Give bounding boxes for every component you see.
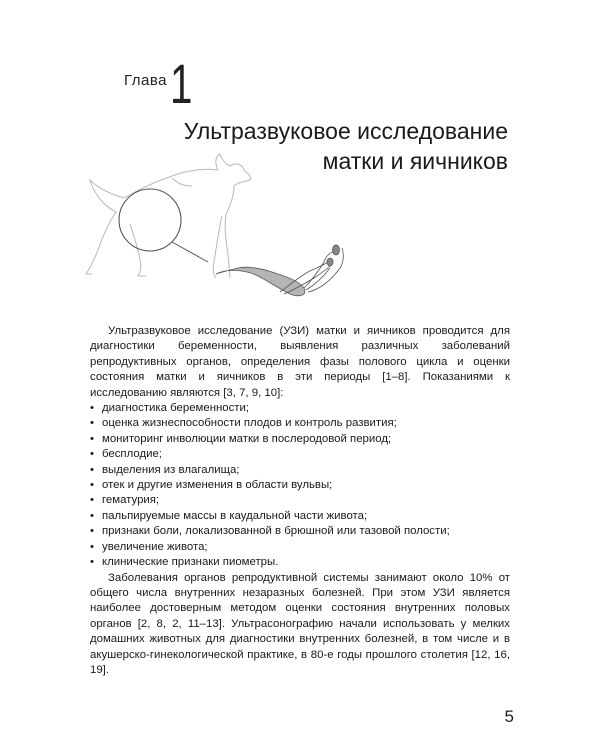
list-item: • признаки боли, локализованной в брюшной или тазовой полости; <box>90 524 510 539</box>
body-text <box>90 324 510 678</box>
list-item: • пальпируемые массы в каудальной части живота; <box>90 509 510 524</box>
chapter-title-line-2: матки и яичников <box>322 148 508 174</box>
chapter-label: Глава <box>124 72 168 89</box>
highlight-circle <box>119 189 181 251</box>
list-item: • клинические признаки пиометры. <box>90 555 510 570</box>
list-item: • увеличение живота; <box>90 540 510 555</box>
list-item: • оценка жизнеспособности плодов и контроль развития; <box>90 416 510 431</box>
indications-list <box>90 401 510 570</box>
list-item: • выделения из влагалища; <box>90 463 510 478</box>
list-item: • гематурия; <box>90 493 510 508</box>
list-item: • отек и другие изменения в области вульвы; <box>90 478 510 493</box>
chapter-number: 1 <box>170 52 193 115</box>
list-item: • диагностика беременности; <box>90 401 510 416</box>
list-item: • бесплодие; <box>90 447 510 462</box>
second-paragraph: Заболевания органов репродуктивной системы занимают около 10% от общего числа внутренних незаразных болезней. При этом УЗИ является наиболее достоверным методом оценки состояния внутренних половых органов [2, 8, 2, 11–13]. Ультрасонографию начали использовать у мелких домашних животных для диагностики внутренних болезней, в том числе и в акушерско-гинекологической практике, в 80-е годы прошлого столетия [12, 16, 19]. <box>90 571 510 676</box>
intro-paragraph: Ультразвуковое исследование (УЗИ) матки и яичников проводится для диагностики беременности, выявления различных заболеваний репродуктивных органов, определения фазы полового цикла и оценки состояния матки и яичников в эти периоды [1–8]. Показаниями к исследованию являются [3, 7, 9, 10]: <box>90 325 510 399</box>
page-number: 5 <box>504 707 514 726</box>
dog-outline <box>86 154 251 278</box>
chapter-title-line-1: Ультразвуковое исследование <box>183 118 508 144</box>
uterus-drawing <box>216 245 343 296</box>
dog-anatomy-illustration <box>68 150 368 320</box>
list-item: • мониторинг инволюции матки в послеродовой период; <box>90 432 510 447</box>
pointer-line <box>172 242 208 262</box>
